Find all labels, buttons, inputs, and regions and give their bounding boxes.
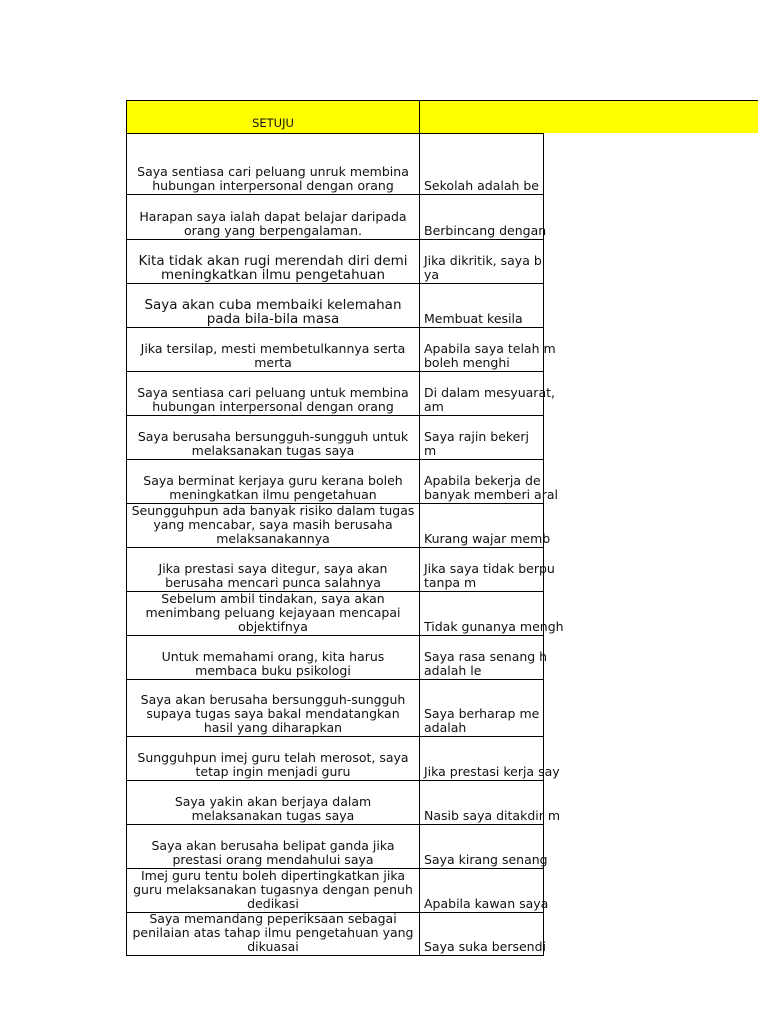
setuju-text: Saya akan cuba membaiki kelemahan pada bila-bila masa bbox=[144, 297, 402, 327]
setuju-cell[interactable] bbox=[126, 736, 419, 780]
header-row bbox=[126, 100, 758, 133]
second-column-cell[interactable] bbox=[419, 239, 544, 283]
spreadsheet-table bbox=[126, 100, 758, 956]
setuju-cell[interactable] bbox=[126, 283, 419, 327]
blank-area bbox=[544, 459, 758, 503]
setuju-cell[interactable] bbox=[126, 327, 419, 371]
setuju-text: Saya akan berusaha belipat ganda jika prestasi orang mendahului saya bbox=[151, 838, 395, 867]
second-column-text: Jika saya tidak berpu tanpa m bbox=[424, 561, 555, 590]
second-column-cell[interactable] bbox=[419, 912, 547, 956]
second-column-text: Saya berharap me adalah bbox=[424, 706, 540, 735]
second-column-text: Nasib saya ditakdir m bbox=[424, 808, 561, 823]
table-row bbox=[126, 635, 758, 679]
setuju-cell[interactable] bbox=[126, 635, 419, 679]
second-column-text: Membuat kesila bbox=[424, 311, 523, 326]
second-column-text: Di dalam mesyuarat, am bbox=[424, 385, 555, 414]
header-second-cell[interactable] bbox=[419, 100, 544, 133]
header-setuju-cell[interactable] bbox=[126, 100, 419, 133]
setuju-cell[interactable] bbox=[126, 824, 419, 868]
second-column-cell[interactable] bbox=[419, 868, 549, 912]
second-column-cell[interactable] bbox=[419, 679, 544, 736]
setuju-cell[interactable] bbox=[126, 679, 419, 736]
second-column-text: Saya rasa senang h adalah le bbox=[424, 649, 548, 678]
setuju-cell[interactable] bbox=[126, 547, 419, 591]
blank-area bbox=[544, 679, 758, 736]
setuju-cell[interactable] bbox=[126, 415, 419, 459]
setuju-text: Saya berminat kerjaya guru kerana boleh meningkatkan ilmu pengetahuan bbox=[143, 473, 403, 502]
second-column-cell[interactable] bbox=[419, 824, 548, 868]
second-column-cell[interactable] bbox=[419, 635, 548, 679]
second-column-cell[interactable] bbox=[419, 459, 558, 503]
table-row bbox=[126, 912, 758, 956]
table-row bbox=[126, 459, 758, 503]
setuju-cell[interactable] bbox=[126, 503, 419, 547]
second-column-text: Jika prestasi kerja say bbox=[424, 764, 560, 779]
second-column-cell[interactable] bbox=[419, 133, 544, 194]
table-row bbox=[126, 503, 758, 547]
table-row bbox=[126, 283, 758, 327]
table-body bbox=[126, 133, 758, 956]
blank-area bbox=[544, 415, 758, 459]
blank-area bbox=[544, 194, 758, 239]
setuju-cell[interactable] bbox=[126, 780, 419, 824]
blank-area bbox=[544, 133, 758, 194]
table-row bbox=[126, 736, 758, 780]
table-row bbox=[126, 591, 758, 635]
table-row bbox=[126, 194, 758, 239]
setuju-cell[interactable] bbox=[126, 912, 419, 956]
setuju-text: Imej guru tentu boleh dipertingkatkan jika guru melaksanakan tugasnya dengan penuh dedikasi bbox=[133, 868, 413, 911]
setuju-cell[interactable] bbox=[126, 868, 419, 912]
setuju-cell[interactable] bbox=[126, 591, 419, 635]
setuju-text: Saya berusaha bersungguh-sungguh untuk melaksanakan tugas saya bbox=[137, 429, 409, 458]
setuju-text: Seungguhpun ada banyak risiko dalam tugas yang mencabar, saya masih berusaha melaksanakannya bbox=[131, 503, 415, 546]
setuju-text: Saya sentiasa cari peluang unruk membina hubungan interpersonal dengan orang bbox=[137, 164, 409, 193]
setuju-text: Saya sentiasa cari peluang untuk membina hubungan interpersonal dengan orang bbox=[137, 385, 409, 414]
second-column-text: Apabila kawan saya bbox=[424, 896, 549, 911]
blank-area bbox=[544, 503, 758, 547]
setuju-cell[interactable] bbox=[126, 239, 419, 283]
setuju-text: Saya akan berusaha bersungguh-sungguh supaya tugas saya bakal mendatangkan hasil yang diharapkan bbox=[140, 692, 406, 735]
setuju-text: Harapan saya ialah dapat belajar daripada orang yang berpengalaman. bbox=[139, 209, 407, 238]
blank-area bbox=[544, 591, 758, 635]
second-column-text: Sekolah adalah be bbox=[424, 178, 540, 193]
second-column-cell[interactable] bbox=[419, 780, 561, 824]
table-row bbox=[126, 679, 758, 736]
blank-area bbox=[544, 736, 758, 780]
second-column-text: Kurang wajar memb bbox=[424, 531, 551, 546]
setuju-cell[interactable] bbox=[126, 371, 419, 415]
blank-area bbox=[544, 327, 758, 371]
blank-area bbox=[544, 547, 758, 591]
header-highlight-cell[interactable] bbox=[544, 100, 758, 133]
second-column-text: Saya kirang senang bbox=[424, 852, 548, 867]
setuju-cell[interactable] bbox=[126, 194, 419, 239]
second-column-cell[interactable] bbox=[419, 283, 544, 327]
table-row bbox=[126, 239, 758, 283]
blank-area bbox=[544, 912, 758, 956]
second-column-cell[interactable] bbox=[419, 736, 560, 780]
table-row bbox=[126, 868, 758, 912]
setuju-text: Saya yakin akan berjaya dalam melaksanakan tugas saya bbox=[174, 794, 372, 823]
second-column-text: Apabila bekerja de banyak memberi aral bbox=[424, 473, 558, 502]
table-row bbox=[126, 415, 758, 459]
second-column-text: Tidak gunanya mengh bbox=[424, 619, 564, 634]
setuju-cell[interactable] bbox=[126, 459, 419, 503]
second-column-text: Berbincang dengan bbox=[424, 223, 547, 238]
second-column-cell[interactable] bbox=[419, 371, 555, 415]
second-column-cell[interactable] bbox=[419, 194, 547, 239]
table-row bbox=[126, 824, 758, 868]
second-column-text: Saya suka bersendi bbox=[424, 939, 547, 954]
header-setuju-label: SETUJU bbox=[252, 116, 294, 130]
table-row bbox=[126, 371, 758, 415]
setuju-text: Sebelum ambil tindakan, saya akan menimbang peluang kejayaan mencapai objektifnya bbox=[145, 591, 401, 634]
second-column-text: Saya rajin bekerj m bbox=[424, 429, 529, 458]
blank-area bbox=[544, 239, 758, 283]
blank-area bbox=[544, 371, 758, 415]
blank-area bbox=[544, 868, 758, 912]
blank-area bbox=[544, 780, 758, 824]
table-row bbox=[126, 327, 758, 371]
second-column-cell[interactable] bbox=[419, 327, 556, 371]
table-row bbox=[126, 780, 758, 824]
setuju-text: Untuk memahami orang, kita harus membaca buku psikologi bbox=[161, 649, 385, 678]
setuju-text: Kita tidak akan rugi merendah diri demi meningkatkan ilmu pengetahuan bbox=[138, 253, 408, 283]
second-column-text: Apabila saya telah m boleh menghi bbox=[424, 341, 556, 370]
second-column-cell[interactable] bbox=[419, 547, 555, 591]
setuju-text: Jika prestasi saya ditegur, saya akan berusaha mencari punca salahnya bbox=[158, 561, 388, 590]
blank-area bbox=[544, 283, 758, 327]
setuju-text: Jika tersilap, mesti membetulkannya serta merta bbox=[140, 341, 406, 370]
setuju-text: Saya memandang peperiksaan sebagai penilaian atas tahap ilmu pengetahuan yang dikuasai bbox=[132, 911, 414, 954]
table-row bbox=[126, 547, 758, 591]
setuju-cell[interactable] bbox=[126, 133, 419, 194]
second-column-cell[interactable] bbox=[419, 415, 544, 459]
setuju-text: Sungguhpun imej guru telah merosot, saya tetap ingin menjadi guru bbox=[137, 750, 409, 779]
second-column-cell[interactable] bbox=[419, 591, 564, 635]
blank-area bbox=[544, 824, 758, 868]
second-column-text: Jika dikritik, saya b ya bbox=[424, 253, 542, 282]
second-column-cell[interactable] bbox=[419, 503, 551, 547]
table-row bbox=[126, 133, 758, 194]
blank-area bbox=[544, 635, 758, 679]
